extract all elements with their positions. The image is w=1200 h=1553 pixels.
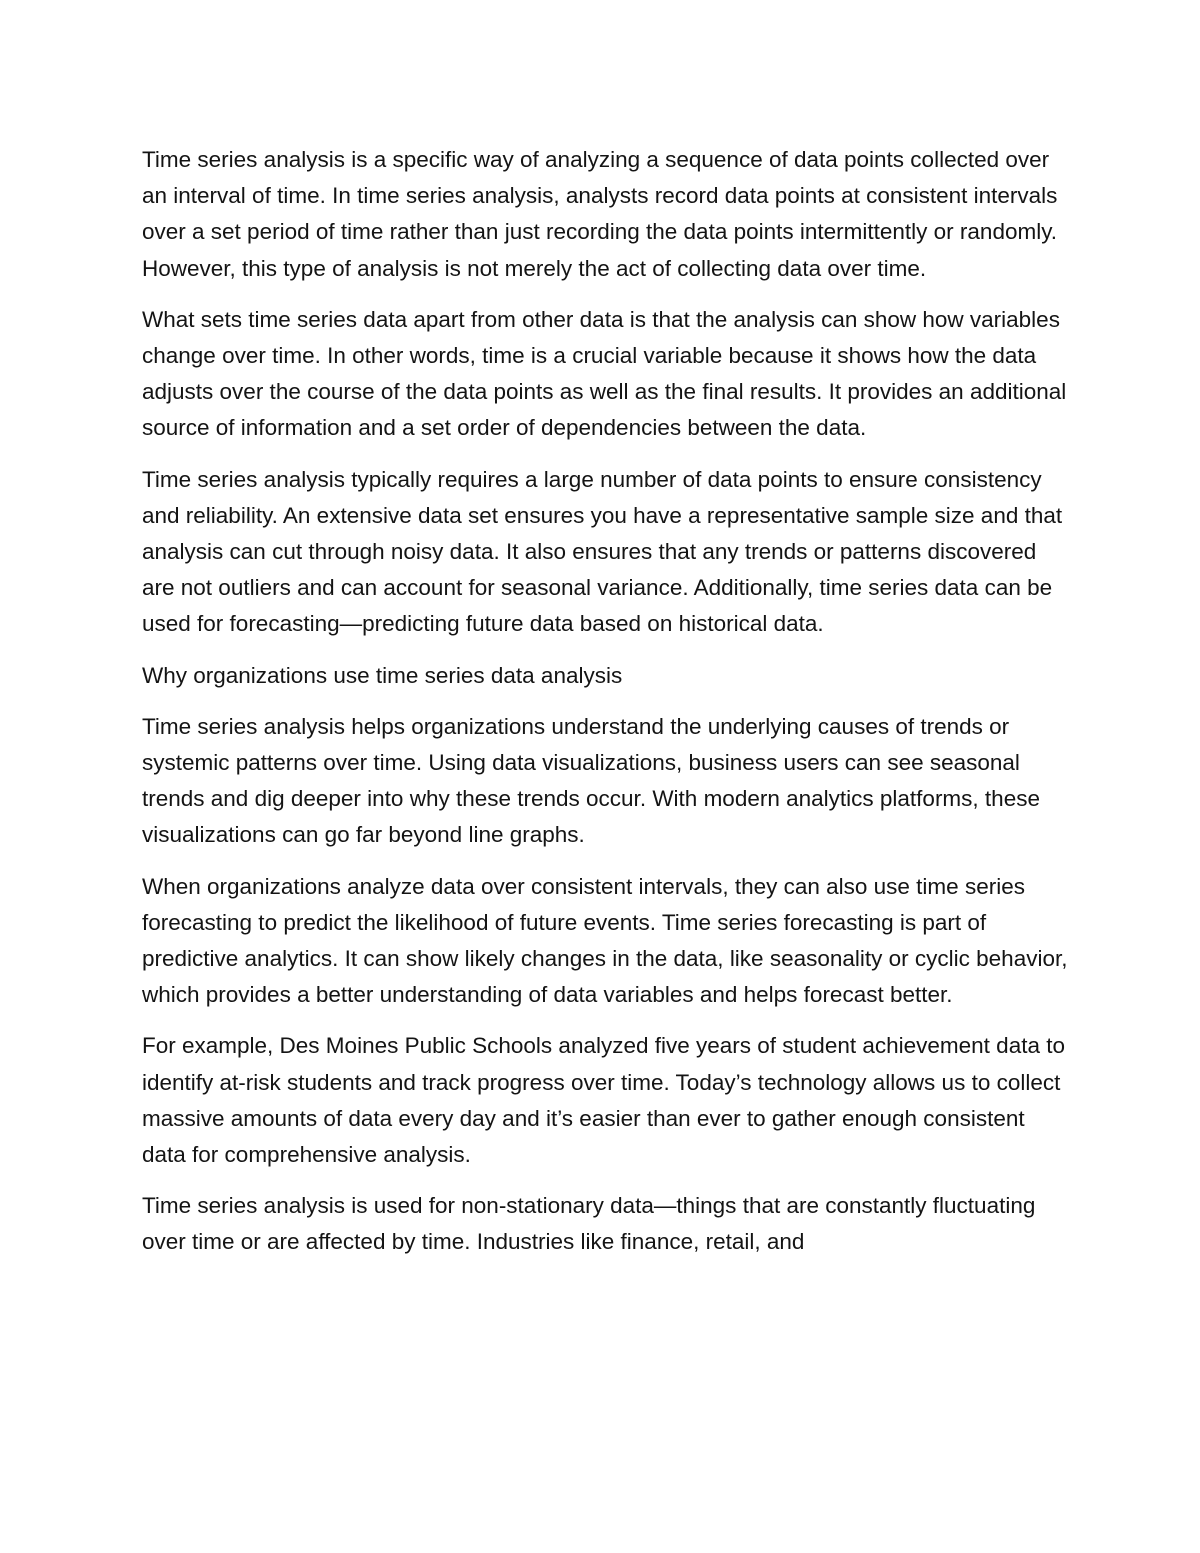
paragraph-6: For example, Des Moines Public Schools analyzed five years of student achievement data to identify at-risk students and track progress over time. Today’s technology allows us to collect massive amounts of data every day and it’s easier than ever to gather enough consistent data for comprehensive analysis. [142,1033,1065,1168]
section-heading: Why organizations use time series data analysis [142,662,623,688]
paragraph-4: Time series analysis helps organizations understand the underlying causes of trends or systemic patterns over time. Using data visualizations, business users can see seasonal trends and dig deeper into why these trends occur. With modern analytics platforms, these visualizations can go far beyond line graphs. [142,713,1040,848]
document-body [142,142,1072,1261]
paragraph-2: What sets time series data apart from other data is that the analysis can show how variables change over time. In other words, time is a crucial variable because it shows how the data adjusts over the course of the data points as well as the final results. It provides an additional source of information and a set order of dependencies between the data. [142,306,1067,441]
paragraph-1: Time series analysis is a specific way of analyzing a sequence of data points collected over an interval of time. In time series analysis, analysts record data points at consistent intervals over a set period of time rather than just recording the data points intermittently or randomly. However, this type of analysis is not merely the act of collecting data over time. [142,147,1058,281]
paragraph-7: Time series analysis is used for non-stationary data—things that are constantly fluctuating over time or are affected by time. Industries like finance, retail, and [142,1193,1036,1255]
paragraph-5: When organizations analyze data over consistent intervals, they can also use time series forecasting to predict the likelihood of future events. Time series forecasting is part of predictive analytics. It can show likely changes in the data, like seasonality or cyclic behavior, which provides a better understanding of data variables and helps forecast better. [142,873,1068,1008]
paragraph-3: Time series analysis typically requires a large number of data points to ensure consistency and reliability. An extensive data set ensures you have a representative sample size and that analysis can cut through noisy data. It also ensures that any trends or patterns discovered are not outliers and can account for seasonal variance. Additionally, time series data can be used for forecasting—predicting future data based on historical data. [142,466,1063,637]
